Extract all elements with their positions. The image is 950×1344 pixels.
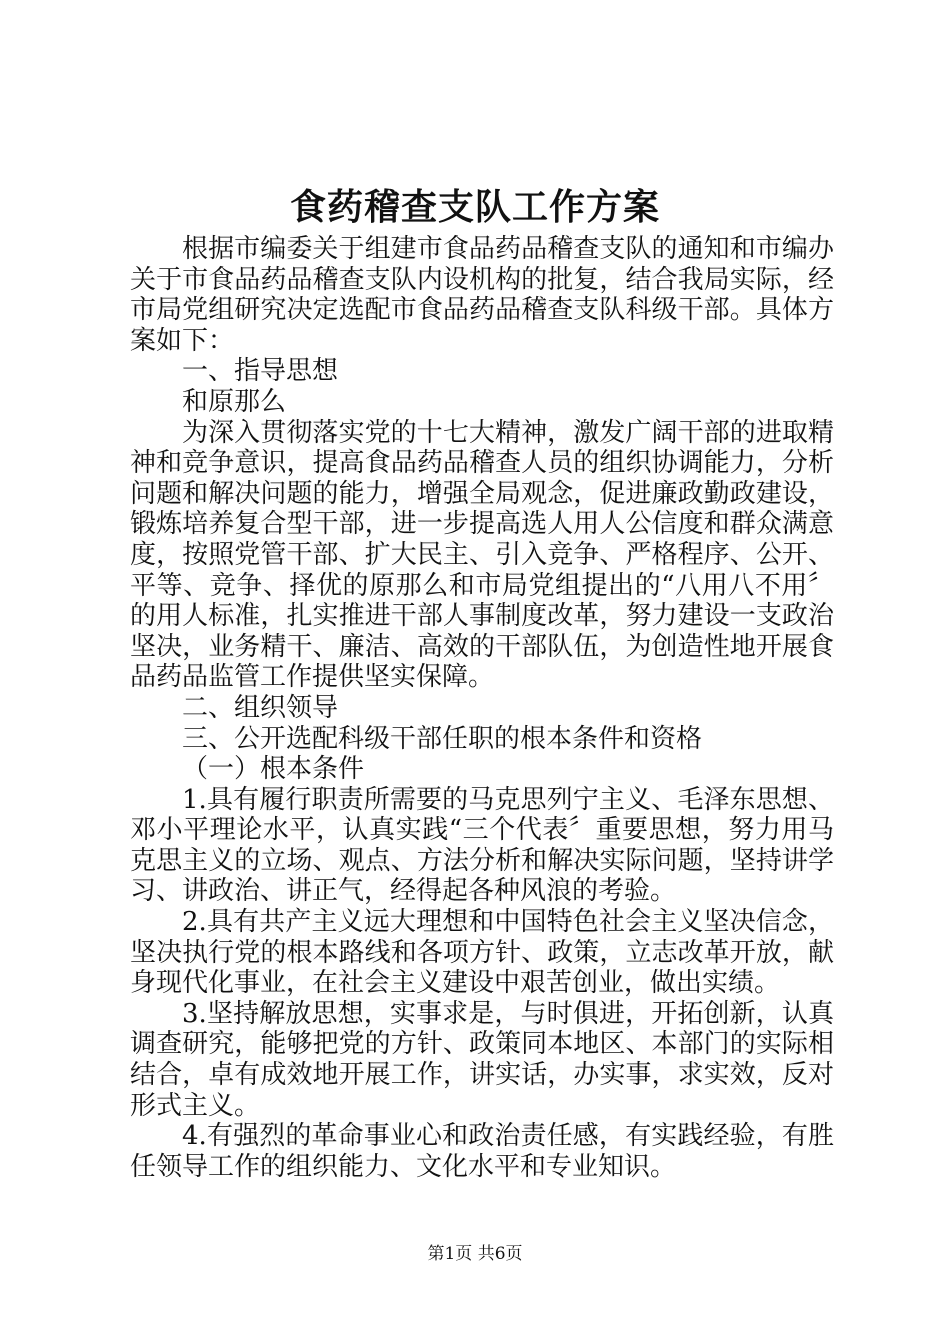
heading-principles: 和原那么 bbox=[182, 386, 287, 417]
heading-guiding-ideology: 一、指导思想 bbox=[182, 356, 339, 387]
list-item-condition-2: 2.具有共产主义远大理想和中国特色社会主义坚决信念，坚决执行党的根本路线和各项方针、政策，立志改革开放，献身现代化事业，在社会主义建设中艰苦创业，做出实绩。 bbox=[130, 907, 834, 999]
document-title: 食药稽查支队工作方案 bbox=[289, 186, 660, 228]
subheading-basic-conditions: （一）根本条件 bbox=[182, 754, 365, 785]
list-item-condition-1: 1.具有履行职责所需要的马克思列宁主义、毛泽东思想、邓小平理论水平，认真实践“三个代表〞重要思想，努力用马克思主义的立场、观点、方法分析和解决实际问题，坚持讲学习、讲政治、讲正气，经得起各种风浪的考验。 bbox=[130, 784, 834, 907]
paragraph-intro: 根据市编委关于组建市食品药品稽查支队的通知和市编办关于市食品药品稽查支队内设机构的批复，结合我局实际，经市局党组研究决定选配市食品药品稽查支队科级干部。具体方案如下： bbox=[130, 234, 834, 356]
heading-organization: 二、组织领导 bbox=[182, 692, 339, 723]
page-number: 第1页 共6页 bbox=[427, 1244, 523, 1264]
list-item-condition-3: 3.坚持解放思想，实事求是，与时俱进，开拓创新，认真调查研究，能够把党的方针、政策同本地区、本部门的实际相结合，卓有成效地开展工作，讲实话，办实事，求实效，反对形式主义。 bbox=[130, 998, 834, 1121]
document-body bbox=[130, 234, 834, 1182]
list-item-condition-4: 4.有强烈的革命事业心和政治责任感，有实践经验，有胜任领导工作的组织能力、文化水平和专业知识。 bbox=[130, 1121, 834, 1182]
paragraph-principles: 为深入贯彻落实党的十七大精神，激发广阔干部的进取精神和竞争意识，提高食品药品稽查人员的组织协调能力，分析问题和解决问题的能力，增强全局观念，促进廉政勤政建设，锻炼培养复合型干部，进一步提高选人用人公信度和群众满意度，按照党管干部、扩大民主、引入竞争、严格程序、公开、平等、竞争、择优的原那么和市局党组提出的“八用八不用〞的用人标准，扎实推进干部人事制度改革，努力建设一支政治坚决，业务精干、廉洁、高效的干部队伍，为创造性地开展食品药品监管工作提供坚实保障。 bbox=[130, 417, 834, 693]
heading-qualifications: 三、公开选配科级干部任职的根本条件和资格 bbox=[182, 723, 703, 754]
